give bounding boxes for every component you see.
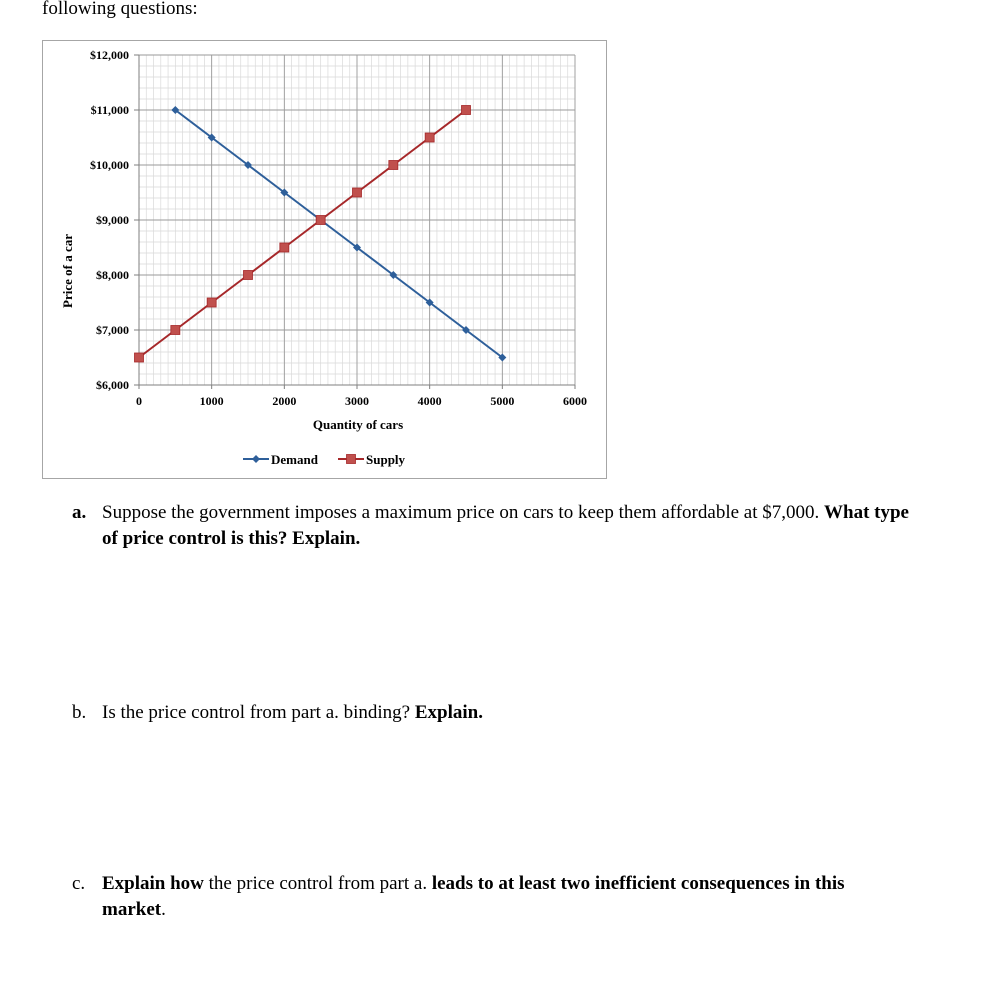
x-tick-label: 2000 [272,394,297,408]
x-tick-label: 3000 [345,394,369,408]
supply-point [462,106,471,115]
legend-demand-label: Demand [271,452,318,467]
supply-point [280,243,289,252]
y-tick-label: $11,000 [90,103,129,117]
x-tick-label: 5000 [490,394,515,408]
question-b-bold-text: Explain. [414,702,483,723]
x-tick-label: 6000 [563,394,587,408]
intro-text: following questions: [42,0,198,19]
question-a-marker: a. [72,502,87,523]
y-tick-label: $9,000 [96,213,129,227]
question-c-bold-3: market [102,899,162,920]
supply-point [353,188,362,197]
question-b-text: Is the price control from part a. binding? [102,702,411,723]
legend-demand-marker [252,455,260,463]
legend-supply-marker [347,455,356,464]
y-tick-label: $12,000 [90,48,129,62]
x-axis-label: Quantity of cars [312,417,404,432]
question-b-marker: b. [72,702,87,723]
supply-point [425,133,434,142]
supply-point [244,271,253,280]
x-tick-label: 1000 [199,394,224,408]
question-c-text: the price control from part a. [208,873,428,894]
supply-point [389,161,398,170]
y-tick-label: $7,000 [96,323,129,337]
y-axis-label: Price of a car [60,234,75,308]
question-c-bold-1: Explain how [102,873,204,894]
supply-point [316,216,325,225]
legend [243,452,406,467]
legend-supply-label: Supply [366,452,406,467]
y-tick-label: $10,000 [90,158,129,172]
question-c-end: . [161,899,166,920]
question-a-text: Suppose the government imposes a maximum price on cars to keep them affordable at $7,000. [102,502,820,523]
supply-line [139,110,466,358]
question-c-marker: c. [72,873,86,894]
supply-point [207,298,216,307]
x-tick-label: 4000 [417,394,442,408]
supply-demand-chart [43,41,608,480]
x-tick-label: 0 [136,394,142,408]
supply-point [135,353,144,362]
demand-line [175,110,502,358]
question-a-bold-text: What type of price control is this? Explain. [102,502,909,549]
y-tick-label: $8,000 [96,268,129,282]
question-c-bold-2: leads to at least two inefficient consequences in this [431,873,845,894]
chart-frame [42,40,607,479]
supply-point [171,326,180,335]
y-tick-label: $6,000 [96,378,129,392]
